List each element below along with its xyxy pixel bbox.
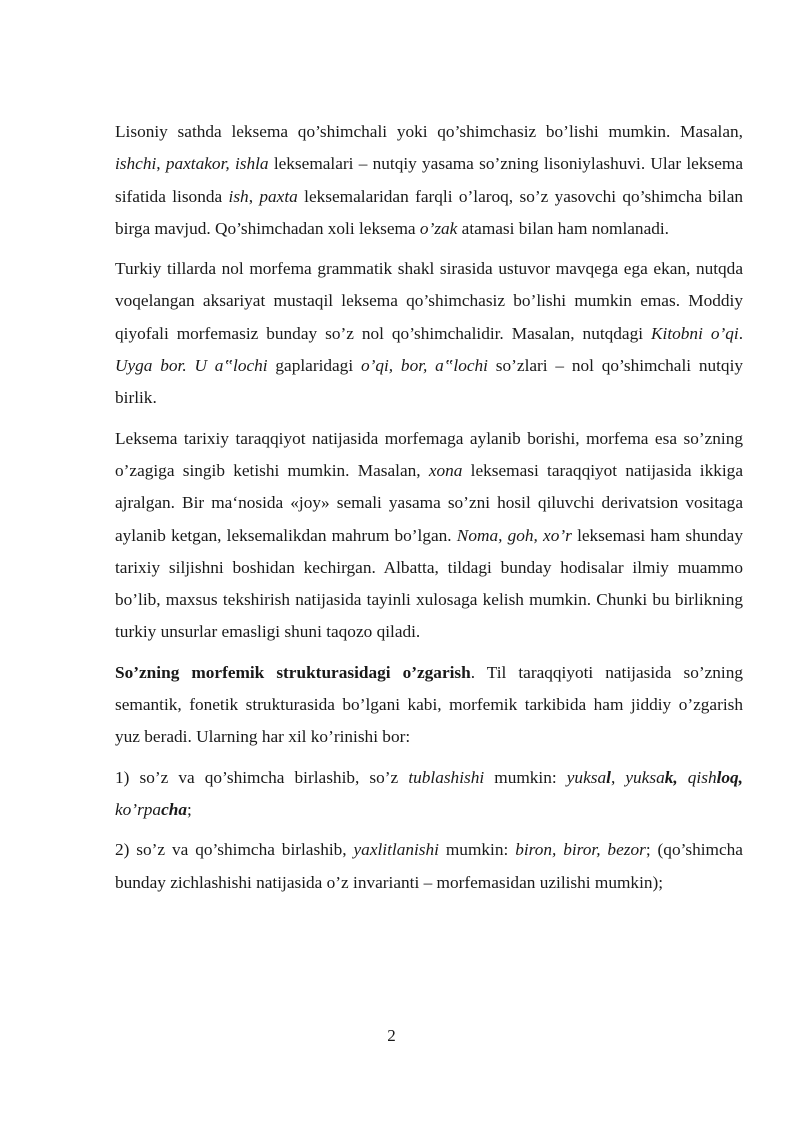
text-run: Lisoniy sathda leksema qo’shimchali yoki qo’shimchasiz bo’lishi mumkin. Masalan,	[115, 122, 743, 141]
text-run: biron, biror, bezor	[515, 840, 646, 860]
paragraph-3	[115, 423, 743, 649]
text-run: Leksema tarixiy taraqqiyot natijasida morfemaga aylanib borishi, morfema esa so’zning o’zagiga singib ketishi mumkin. Masalan,	[115, 428, 743, 480]
text-run: paxtakor, ishla	[165, 154, 269, 174]
text-run: qish	[687, 767, 717, 787]
text-run: yuksa	[625, 767, 665, 787]
text-run: yaxlitlanishi	[353, 840, 439, 860]
text-run	[678, 768, 688, 787]
text-run: k,	[664, 767, 678, 787]
paragraph-5	[115, 762, 743, 827]
text-run: 1) so’z va qo’shimcha birlashib, so’z	[115, 767, 409, 787]
text-run: xona	[428, 460, 463, 480]
paragraph-2	[115, 253, 743, 414]
text-run: leksemalari – nutqiy yasama so’zning lisoniylashuvi. Ular leksema sifatida lisonda	[115, 154, 744, 206]
text-run: Uyga bor. U a‟lochi	[115, 356, 268, 376]
text-run: l	[606, 767, 611, 787]
paragraph-4	[115, 657, 743, 754]
text-run: Kitobni o’qi	[651, 323, 739, 343]
text-run: ; (qo’shimcha bunday zichlashishi natijasida o’z invarianti – morfemasidan uzilishi mumkin);	[115, 840, 743, 892]
page-number: 2	[387, 1026, 396, 1045]
text-run: so’zlari – nol qo’shimchali nutqiy birlik.	[115, 356, 744, 408]
text-run: mumkin:	[484, 767, 567, 787]
text-run: Turkiy tillarda nol morfema grammatik shakl sirasida ustuvor mavqega ega ekan, nutqda voqelangan aksariyat mustaqil leksema qo’shimchasiz bo’lishi mumkin emas. Moddiy qiyofali morfemasiz bunday so’z nol qo’shimchalidir. Masalan, nutqdagi	[115, 259, 743, 343]
text-run: ko’rpa	[115, 799, 162, 819]
text-run: cha	[161, 799, 187, 819]
text-run: o’qi, bor, a‟lochi	[360, 356, 488, 376]
text-run: ,	[610, 767, 626, 787]
text-run: leksemasi ham shunday tarixiy siljishni boshidan kechirgan. Albatta, tildagi bunday hodisalar ilmiy muammo bo’lib, maxsus tekshirish natijasida tayinli xulosaga kelish mumkin. Chunki bu birlikning turkiy unsurlar emasligi shuni taqozo qiladi.	[115, 525, 743, 642]
text-run: .	[738, 323, 744, 343]
text-run: leksemasi taraqqiyot natijasida ikkiga ajralgan. Bir ma‘nosida «joy» semali yasama so’zni hosil qiluvchi derivatsion vositaga aylanib ketgan, leksemalikdan mahrum bo’lgan.	[115, 460, 743, 545]
text-run: ishchi	[115, 154, 157, 174]
text-run: . Til taraqqiyoti natijasida so’zning semantik, fonetik strukturasida bo’lgani kabi, morfemik tarkibida ham jiddiy o’zgarish yuz beradi. Ularning har xil ko’rinishi bor:	[115, 662, 743, 747]
text-run: atamasi bilan ham nomlanadi.	[457, 218, 669, 238]
paragraph-1	[115, 116, 743, 245]
text-run: leksemalaridan farqli o’laroq, so’z yasovchi qo’shimcha bilan birga mavjud. Qo’shimchadan xoli leksema	[115, 186, 743, 238]
paragraph-6	[115, 834, 743, 899]
text-run: ,	[156, 154, 166, 174]
text-run: ;	[187, 799, 192, 819]
text-run: mumkin:	[438, 840, 516, 860]
text-run: loq,	[716, 767, 743, 787]
text-run: 2) so’z va qo’shimcha birlashib,	[115, 840, 354, 860]
text-run: yuksa	[566, 767, 607, 787]
text-run: ,	[248, 186, 260, 206]
text-run: paxta	[259, 186, 298, 206]
body-text	[115, 116, 743, 907]
text-run: o’zak	[419, 218, 458, 238]
text-run: gaplaridagi	[267, 356, 361, 376]
text-run: Noma, goh, xo’r	[456, 525, 572, 545]
text-run: So’zning morfemik strukturasidagi o’zgarish	[115, 662, 471, 682]
text-run: ish	[228, 186, 249, 206]
text-run: tublashishi	[408, 767, 485, 787]
